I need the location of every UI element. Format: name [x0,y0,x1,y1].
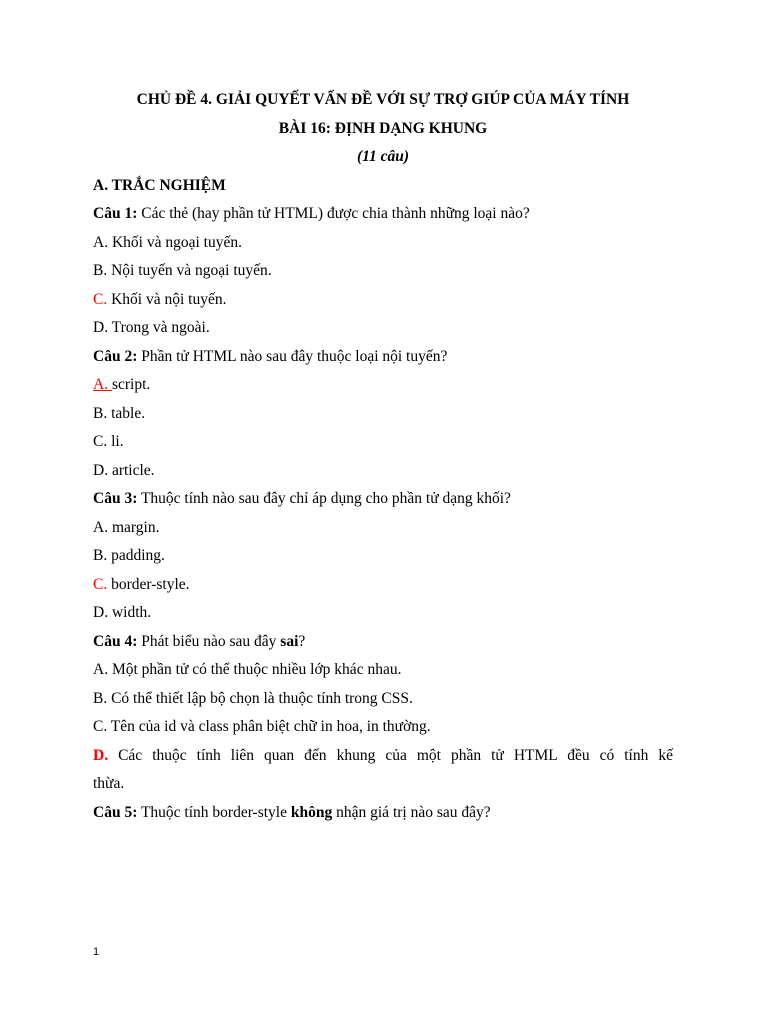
document-page [93,86,673,827]
q4-option-d [93,742,673,771]
q3-option-c [93,571,673,600]
question-1 [93,200,673,229]
q2-option-b: B. table. [93,404,146,422]
chapter-title: CHỦ ĐỀ 4. GIẢI QUYẾT VẤN ĐỀ VỚI SỰ TRỢ GIÚP CỦA MÁY TÍNH [136,91,630,108]
question-5 [93,799,673,828]
answer-letter: D. [93,746,109,764]
q2-option-d: D. article. [93,461,155,479]
q4-option-a: A. Một phần tử có thể thuộc nhiều lớp khác nhau. [93,661,402,678]
answer-letter: C. [93,290,108,308]
question-text: Thuộc tính border-style [137,803,291,821]
question-text-end: ? [298,632,306,650]
q1-option-d: D. Trong và ngoài. [93,319,210,336]
q4-option-c: C. Tên của id và class phân biệt chữ in hoa, in thường. [93,718,431,735]
answer-letter: C. [93,575,108,593]
page-number: 1 [93,946,100,958]
question-2 [93,343,673,372]
q1-option-b: B. Nội tuyến và ngoại tuyến. [93,262,272,279]
question-label: Câu 4: [93,632,138,650]
option-text: script. [111,376,151,393]
question-label: Câu 5: [93,803,138,821]
q3-option-d: D. width. [93,604,152,621]
question-4 [93,628,673,657]
q4-option-b: B. Có thể thiết lập bộ chọn là thuộc tính trong CSS. [93,689,413,707]
option-text: border-style. [107,575,190,593]
q1-option-a: A. Khối và ngoại tuyến. [93,233,242,251]
question-emphasis: không [290,803,333,821]
question-3 [93,485,673,514]
question-label: Câu 2: [93,347,138,365]
q2-option-c: C. li. [93,433,124,450]
question-text: Thuộc tính nào sau đây chỉ áp dụng cho phần tử dạng khối? [137,490,511,507]
question-label: Câu 1: [93,205,138,222]
question-label: Câu 3: [93,490,138,507]
option-text: Khối và nội tuyến. [107,290,227,308]
q2-option-a [93,371,673,400]
question-emphasis: sai [280,632,299,650]
answer-letter: A. [93,376,112,393]
q3-option-b: B. padding. [93,547,165,564]
q4-option-d-continued: thừa. [93,775,125,792]
question-text: Phát biểu nào sau đây [137,632,281,650]
lesson-title: BÀI 16: ĐỊNH DẠNG KHUNG [278,119,488,137]
question-text-end: nhận giá trị nào sau đây? [332,803,491,821]
q1-option-c [93,286,673,315]
question-text: Các thẻ (hay phần tử HTML) được chia thành những loại nào? [137,205,530,222]
question-count: (11 câu) [356,148,410,165]
question-text: Phần tử HTML nào sau đây thuộc loại nội tuyến? [137,347,448,365]
option-text: Các thuộc tính liên quan đến khung của một phần tử HTML đều có tính kế [108,746,673,764]
section-heading: A. TRẮC NGHIỆM [93,176,226,194]
q3-option-a: A. margin. [93,518,160,536]
